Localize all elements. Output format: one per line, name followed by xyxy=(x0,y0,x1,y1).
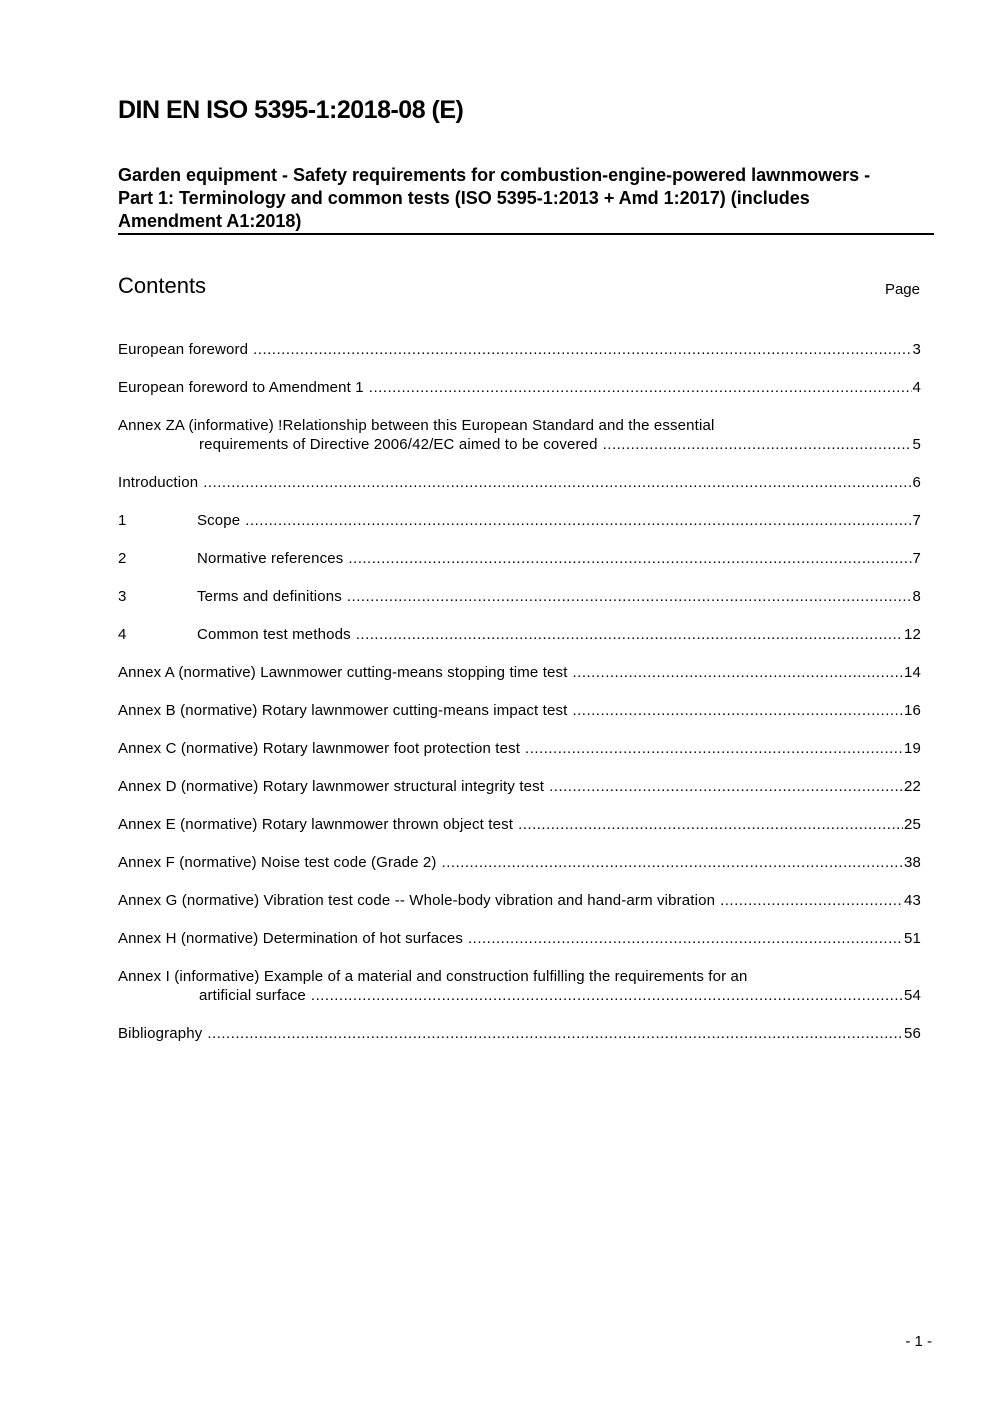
toc-entry-page: 14 xyxy=(904,664,921,681)
toc-entry-label: Annex E (normative) Rotary lawnmower thrown object test xyxy=(118,816,514,833)
toc-entry-label: Terms and definitions xyxy=(197,588,342,605)
dot-leader xyxy=(573,663,903,682)
dot-leader xyxy=(525,739,903,758)
toc-entry-label: European foreword xyxy=(118,341,249,358)
dot-leader xyxy=(720,891,903,910)
toc-entry-annex-h[interactable] xyxy=(118,929,921,948)
toc-entry-label: Common test methods xyxy=(197,626,351,643)
document-id: DIN EN ISO 5395-1:2018-08 (E) xyxy=(118,96,464,124)
toc-entry-number: 4 xyxy=(118,626,127,643)
toc-entry-number: 1 xyxy=(118,512,127,529)
toc-entry-page: 38 xyxy=(904,854,921,871)
toc-entry-label: Annex G (normative) Vibration test code -- Whole-body vibration and hand-arm vibration xyxy=(118,892,716,909)
toc-entry-label: European foreword to Amendment 1 xyxy=(118,379,364,396)
toc-entry-label: Annex H (normative) Determination of hot surfaces xyxy=(118,930,463,947)
dot-leader xyxy=(518,815,903,834)
page-number: - 1 - xyxy=(905,1333,932,1350)
dot-leader xyxy=(356,625,903,644)
toc-entry-section-4-common-test-methods[interactable] xyxy=(118,625,921,644)
toc-entry-annex-za[interactable] xyxy=(118,416,921,454)
toc-entry-label: Bibliography xyxy=(118,1025,203,1042)
dot-leader xyxy=(442,853,903,872)
toc-entry-annex-a[interactable] xyxy=(118,663,921,682)
toc-entry-page: 12 xyxy=(904,626,921,643)
title-divider xyxy=(118,233,934,235)
toc-entry-section-2-normative-references[interactable] xyxy=(118,549,921,568)
toc-entry-page: 25 xyxy=(904,816,921,833)
dot-leader xyxy=(348,549,911,568)
dot-leader xyxy=(468,929,903,948)
toc-entry-label-line2: artificial surface xyxy=(199,987,306,1004)
toc-entry-annex-e[interactable] xyxy=(118,815,921,834)
toc-entry-page: 7 xyxy=(912,550,921,567)
toc-entry-page: 54 xyxy=(904,987,921,1004)
toc-entry-page: 6 xyxy=(912,474,921,491)
dot-leader xyxy=(253,340,911,359)
toc-entry-page: 56 xyxy=(904,1025,921,1042)
toc-entry-section-3-terms-definitions[interactable] xyxy=(118,587,921,606)
toc-entry-label: Scope xyxy=(197,512,241,529)
toc-entry-annex-i[interactable] xyxy=(118,967,921,1005)
toc-entry-page: 4 xyxy=(912,379,921,396)
dot-leader xyxy=(369,378,912,397)
dot-leader xyxy=(572,701,903,720)
table-of-contents xyxy=(118,340,921,1062)
toc-entry-label: Normative references xyxy=(197,550,344,567)
toc-entry-page: 7 xyxy=(912,512,921,529)
document-title: Garden equipment - Safety requirements for combustion-engine-powered lawnmowers - Part 1: Terminology and common tests (ISO 5395-1:2013 + Amd 1:2017) (includes Amendment A1:2018) xyxy=(118,165,871,231)
toc-entry-annex-d[interactable] xyxy=(118,777,921,796)
dot-leader xyxy=(203,473,911,492)
toc-entry-page: 51 xyxy=(904,930,921,947)
toc-entry-label-line1: Annex I (informative) Example of a material and construction fulfilling the requirements for an xyxy=(118,968,748,985)
dot-leader xyxy=(311,986,903,1005)
toc-entry-page: 8 xyxy=(912,588,921,605)
toc-entry-page: 22 xyxy=(904,778,921,795)
toc-entry-section-1-scope[interactable] xyxy=(118,511,921,530)
toc-entry-page: 3 xyxy=(912,341,921,358)
toc-entry-annex-g[interactable] xyxy=(118,891,921,910)
toc-entry-label: Annex D (normative) Rotary lawnmower structural integrity test xyxy=(118,778,545,795)
dot-leader xyxy=(207,1024,903,1043)
toc-entry-label: Annex A (normative) Lawnmower cutting-means stopping time test xyxy=(118,664,568,681)
toc-entry-annex-b[interactable] xyxy=(118,701,921,720)
toc-entry-european-foreword[interactable] xyxy=(118,340,921,359)
toc-entry-page: 19 xyxy=(904,740,921,757)
toc-entry-foreword-amendment-1[interactable] xyxy=(118,378,921,397)
toc-entry-label: Introduction xyxy=(118,474,199,491)
toc-entry-label: Annex F (normative) Noise test code (Grade 2) xyxy=(118,854,437,871)
toc-entry-label-line2: requirements of Directive 2006/42/EC aimed to be covered xyxy=(199,436,598,453)
dot-leader xyxy=(549,777,903,796)
toc-entry-page: 43 xyxy=(904,892,921,909)
dot-leader xyxy=(603,435,912,454)
toc-entry-introduction[interactable] xyxy=(118,473,921,492)
page-column-heading: Page xyxy=(884,281,920,298)
dot-leader xyxy=(347,587,912,606)
toc-entry-label: Annex C (normative) Rotary lawnmower foot protection test xyxy=(118,740,521,757)
toc-entry-number: 2 xyxy=(118,550,127,567)
toc-entry-annex-f[interactable] xyxy=(118,853,921,872)
toc-entry-label: Annex B (normative) Rotary lawnmower cutting-means impact test xyxy=(118,702,568,719)
contents-heading: Contents xyxy=(118,273,207,298)
toc-entry-page: 16 xyxy=(904,702,921,719)
toc-entry-page: 5 xyxy=(912,436,921,453)
dot-leader xyxy=(245,511,911,530)
toc-entry-label-line1: Annex ZA (informative) !Relationship between this European Standard and the essential xyxy=(118,417,715,434)
toc-entry-number: 3 xyxy=(118,588,127,605)
toc-entry-bibliography[interactable] xyxy=(118,1024,921,1043)
toc-entry-annex-c[interactable] xyxy=(118,739,921,758)
